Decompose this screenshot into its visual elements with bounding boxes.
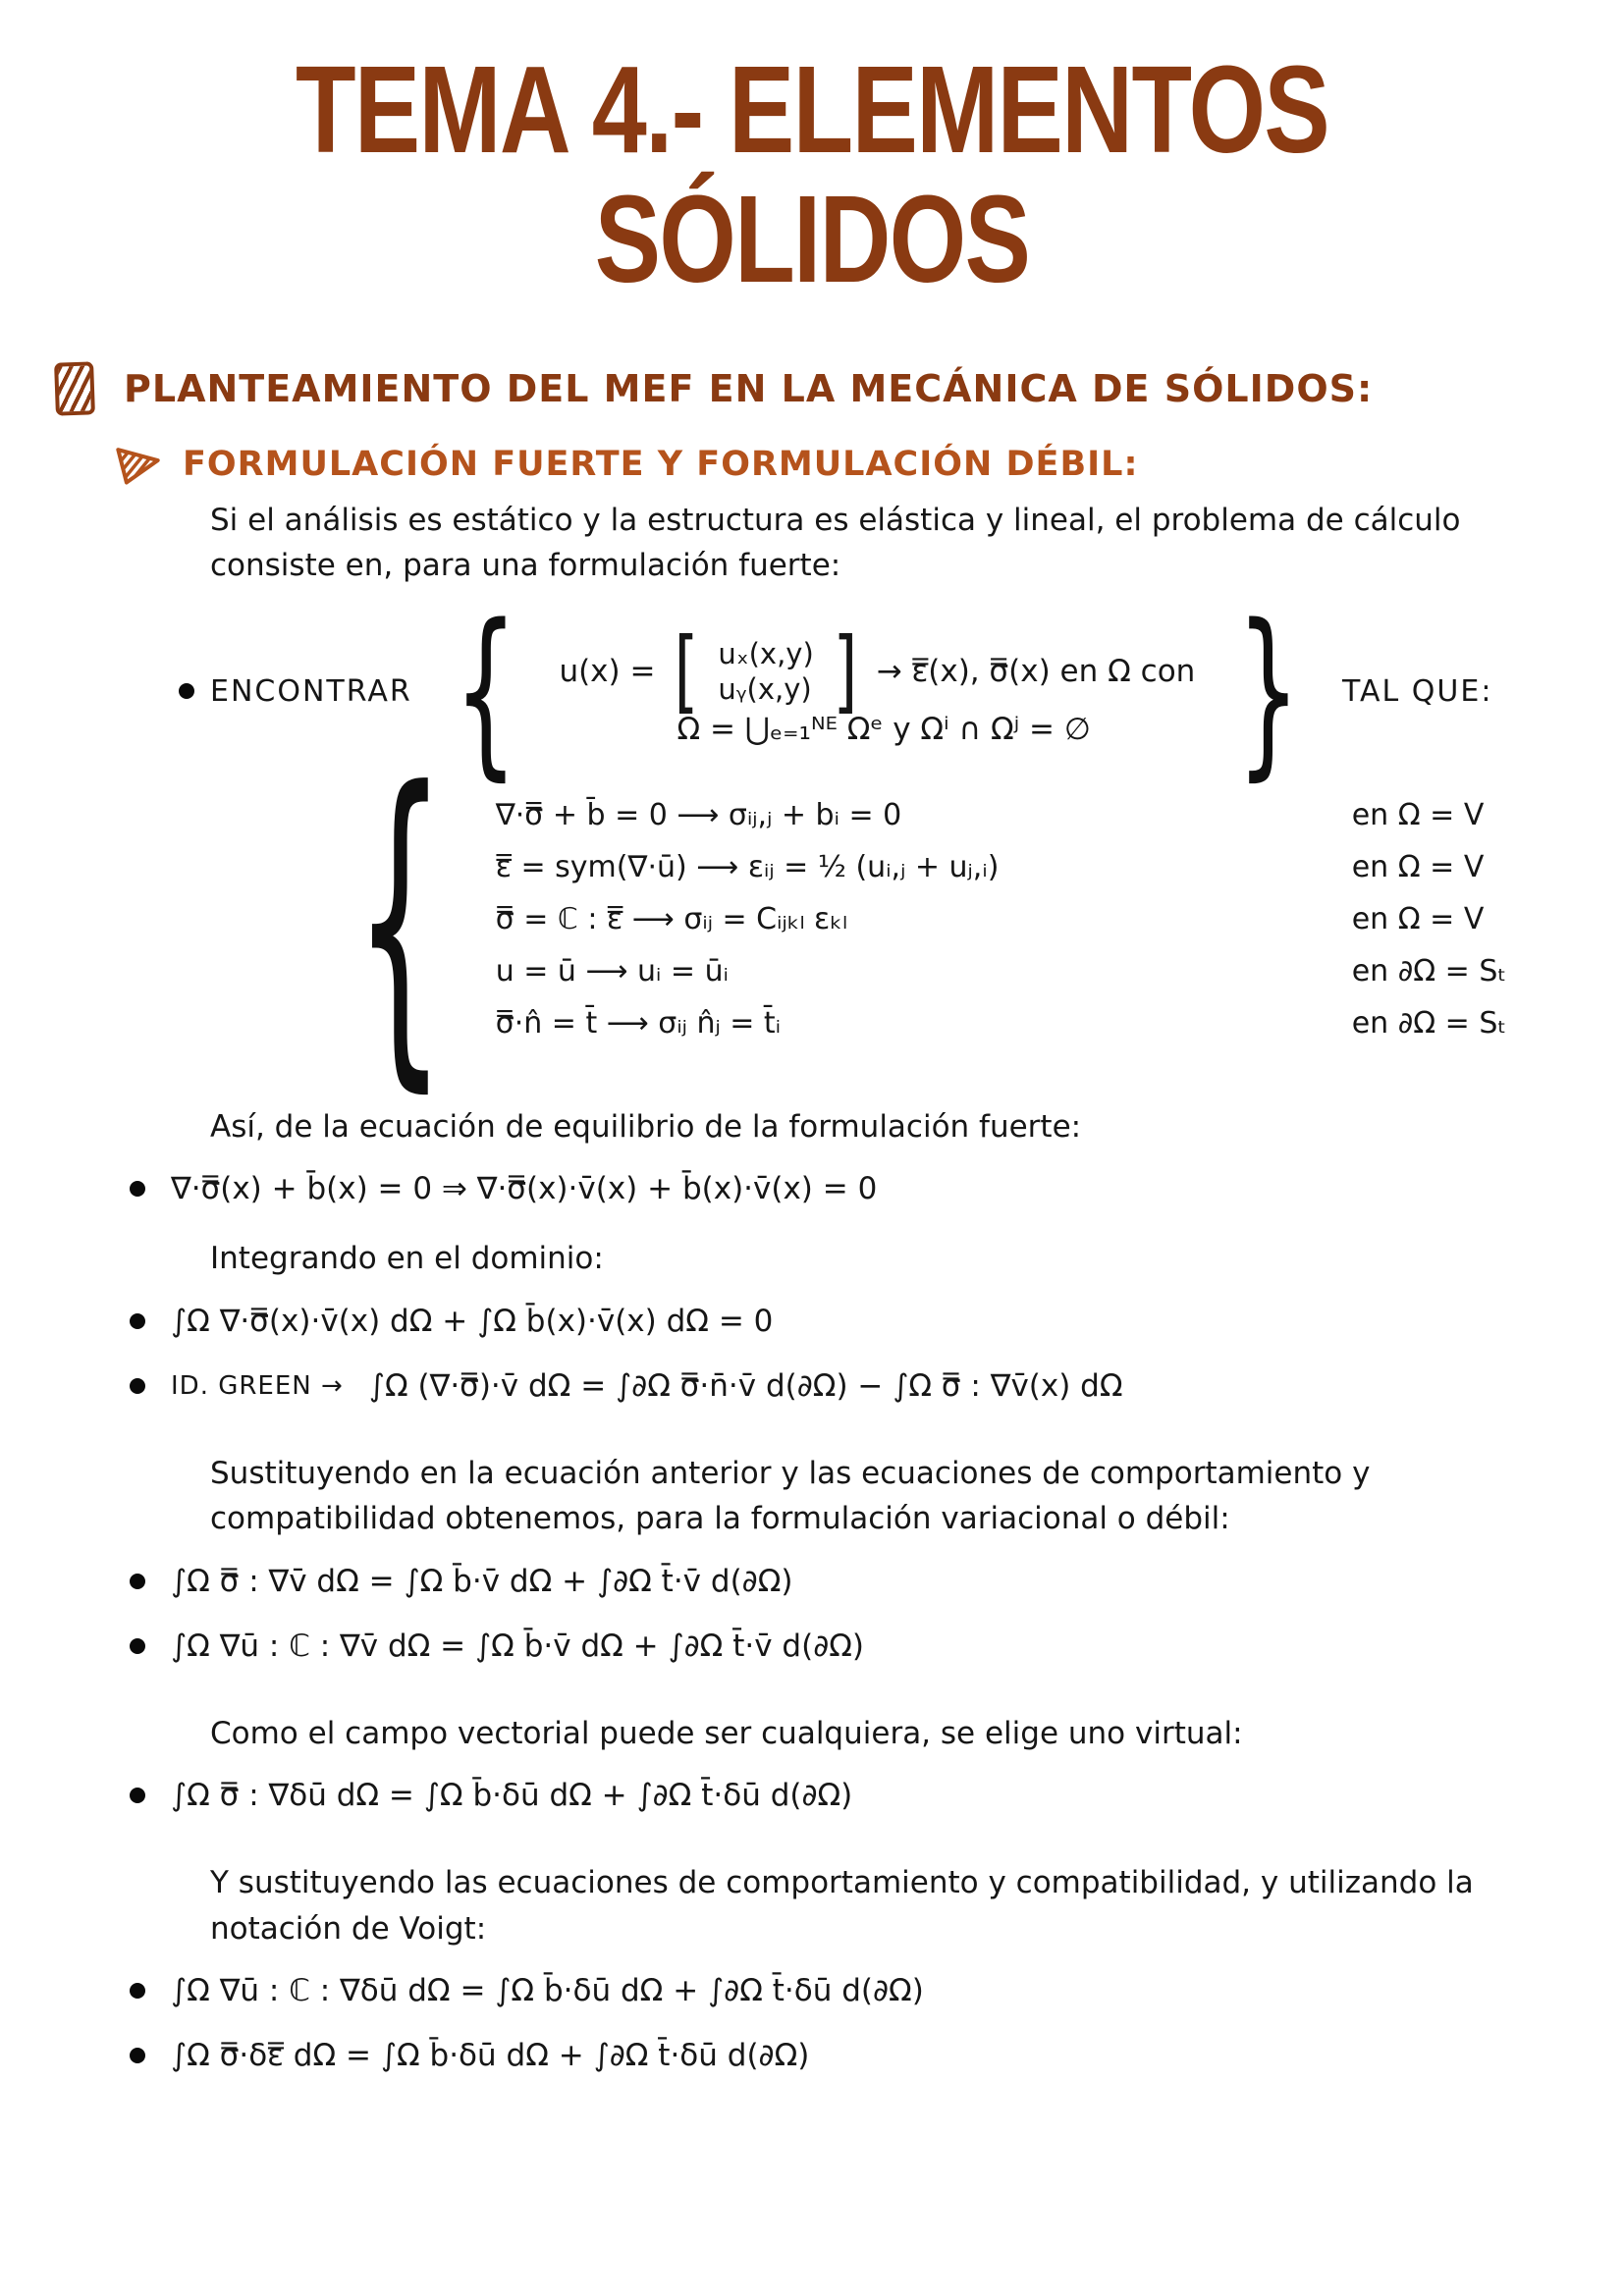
u-definition: u(x) = [559, 654, 656, 690]
open-brace: { [454, 584, 517, 797]
voigt-equation-1: ∫Ω ∇ū : ℂ : ∇δū dΩ = ∫Ω b̄·δū dΩ + ∫∂Ω t̄·δū d(∂Ω) [171, 1973, 924, 2009]
ring-bullet-icon [130, 1313, 145, 1329]
traction-bc-domain: en ∂Ω = Sₜ [1351, 1006, 1507, 1041]
domain-integral-equation-row [130, 1304, 1624, 1339]
system-open-brace: { [353, 719, 447, 1120]
equilibrium-intro-paragraph: Así, de la ecuación de equilibrio de la formulación fuerte: [210, 1108, 1082, 1145]
strong-form-equations [496, 798, 1507, 1041]
ring-bullet-icon [130, 2048, 145, 2063]
ring-bullet-icon [130, 1574, 145, 1589]
virtual-work-equation-row [130, 1778, 1624, 1813]
ring-bullet-icon [130, 1181, 145, 1197]
domain-union-line: Ω = ⋃ₑ₌₁ᴺᴱ Ωᵉ y Ωⁱ ∩ Ωʲ = ∅ [677, 712, 1091, 748]
ring-bullet-icon [130, 1378, 145, 1394]
constitutive-domain: en Ω = V [1351, 902, 1485, 937]
tal-que-label: TAL QUE: [1342, 673, 1493, 709]
weak-form-intro-paragraph: Sustituyendo en la ecuación anterior y las ecuaciones de comportamiento y compatibilidad obtenemos, para la formulación variacional o débil: [210, 1455, 1371, 1537]
encontrar-label: ENCONTRAR [210, 673, 412, 709]
section-title: PLANTEAMIENTO DEL MEF EN LA MECÁNICA DE SÓLIDOS: [124, 366, 1374, 410]
ring-bullet-icon [179, 683, 194, 699]
green-identity-equation: ∫Ω (∇·σ̿)·v̄ dΩ = ∫∂Ω σ̿·n̄·v̄ d(∂Ω) − ∫Ω σ̿ : ∇v̄(x) dΩ [368, 1367, 1123, 1404]
open-bracket: [ [674, 618, 699, 724]
close-brace: } [1236, 584, 1301, 797]
close-bracket: ] [833, 618, 858, 724]
green-identity-equation-row [130, 1368, 1624, 1404]
virtual-field-intro-paragraph: Como el campo vectorial puede ser cualquiera, se elige uno virtual: [210, 1715, 1243, 1751]
section-header [55, 362, 1624, 415]
matrix-row-ux: uₓ(x,y) [718, 637, 814, 671]
voigt-equation-1-row [130, 1973, 1624, 2008]
ring-bullet-icon [130, 1788, 145, 1803]
intro-paragraph: Si el análisis es estático y la estructura es elástica y lineal, el problema de cálculo consiste en, para una formulación fuerte: [210, 502, 1461, 584]
subsection-title: FORMULACIÓN FUERTE Y FORMULACIÓN DÉBIL: [183, 444, 1139, 484]
voigt-intro-paragraph: Y sustituyendo las ecuaciones de comportamiento y compatibilidad, y utilizando la notación de Voigt: [210, 1865, 1474, 1947]
matrix-row-uy: uᵧ(x,y) [718, 672, 812, 707]
traction-bc-equation: σ̿·n̂ = t̄ ⟶ σᵢⱼ n̂ⱼ = t̄ᵢ [495, 1006, 782, 1041]
equilibrium-weighted-equation: ∇·σ̿(x) + b̄(x) = 0 ⇒ ∇·σ̿(x)·v̄(x) + b̄(x)·v̄(x) = 0 [171, 1171, 878, 1207]
virtual-work-equation: ∫Ω σ̿ : ∇δū dΩ = ∫Ω b̄·δū dΩ + ∫∂Ω t̄·δū d(∂Ω) [171, 1778, 853, 1814]
equilibrium-weighted-equation-row [130, 1171, 1624, 1206]
subsection-header [116, 443, 1624, 486]
hatched-square-icon [54, 361, 95, 415]
domain-integral-equation: ∫Ω ∇·σ̿(x)·v̄(x) dΩ + ∫Ω b̄(x)·v̄(x) dΩ = 0 [171, 1303, 774, 1339]
weak-form-equation-1: ∫Ω σ̿ : ∇v̄ dΩ = ∫Ω b̄·v̄ dΩ + ∫∂Ω t̄·v̄ d(∂Ω) [171, 1563, 793, 1599]
integrate-label-paragraph: Integrando en el dominio: [210, 1241, 604, 1277]
displacement-vector-matrix [718, 637, 813, 706]
maps-to-strain-stress: → ε̿(x), σ̿(x) en Ω con [876, 654, 1196, 690]
weak-form-equation-1-row [130, 1564, 1624, 1599]
green-identity-label: ID. GREEN → [171, 1370, 344, 1401]
weak-form-equation-2: ∫Ω ∇ū : ℂ : ∇v̄ dΩ = ∫Ω b̄·v̄ dΩ + ∫∂Ω t̄·v̄ d(∂Ω) [171, 1628, 865, 1664]
compatibility-equation: ε̿ = sym(∇·ū) ⟶ εᵢⱼ = ½ (uᵢ,ⱼ + uⱼ,ᵢ) [495, 850, 1000, 885]
displacement-bc-equation: u = ū ⟶ uᵢ = ūᵢ [495, 954, 729, 989]
voigt-equation-2: ∫Ω σ̿·δε̿ dΩ = ∫Ω b̄·δū dΩ + ∫∂Ω t̄·δū d(∂Ω) [171, 2038, 810, 2074]
constitutive-equation: σ̿ = ℂ : ε̿ ⟶ σᵢⱼ = Cᵢⱼₖₗ εₖₗ [495, 902, 847, 937]
striped-triangle-icon [114, 440, 165, 488]
ring-bullet-icon [130, 1638, 145, 1654]
equilibrium-domain: en Ω = V [1351, 798, 1485, 833]
displacement-bc-domain: en ∂Ω = Sₜ [1351, 954, 1507, 989]
weak-form-equation-2-row [130, 1629, 1624, 1664]
voigt-equation-2-row [130, 2038, 1624, 2073]
equilibrium-equation: ∇·σ̿ + b̄ = 0 ⟶ σᵢⱼ,ⱼ + bᵢ = 0 [495, 798, 902, 833]
displacement-definition-line [559, 618, 1196, 724]
encontrar-body [559, 618, 1196, 748]
compatibility-domain: en Ω = V [1351, 850, 1485, 885]
page-title: TEMA 4.- ELEMENTOS SÓLIDOS [295, 40, 1329, 309]
ring-bullet-icon [130, 1983, 145, 1999]
